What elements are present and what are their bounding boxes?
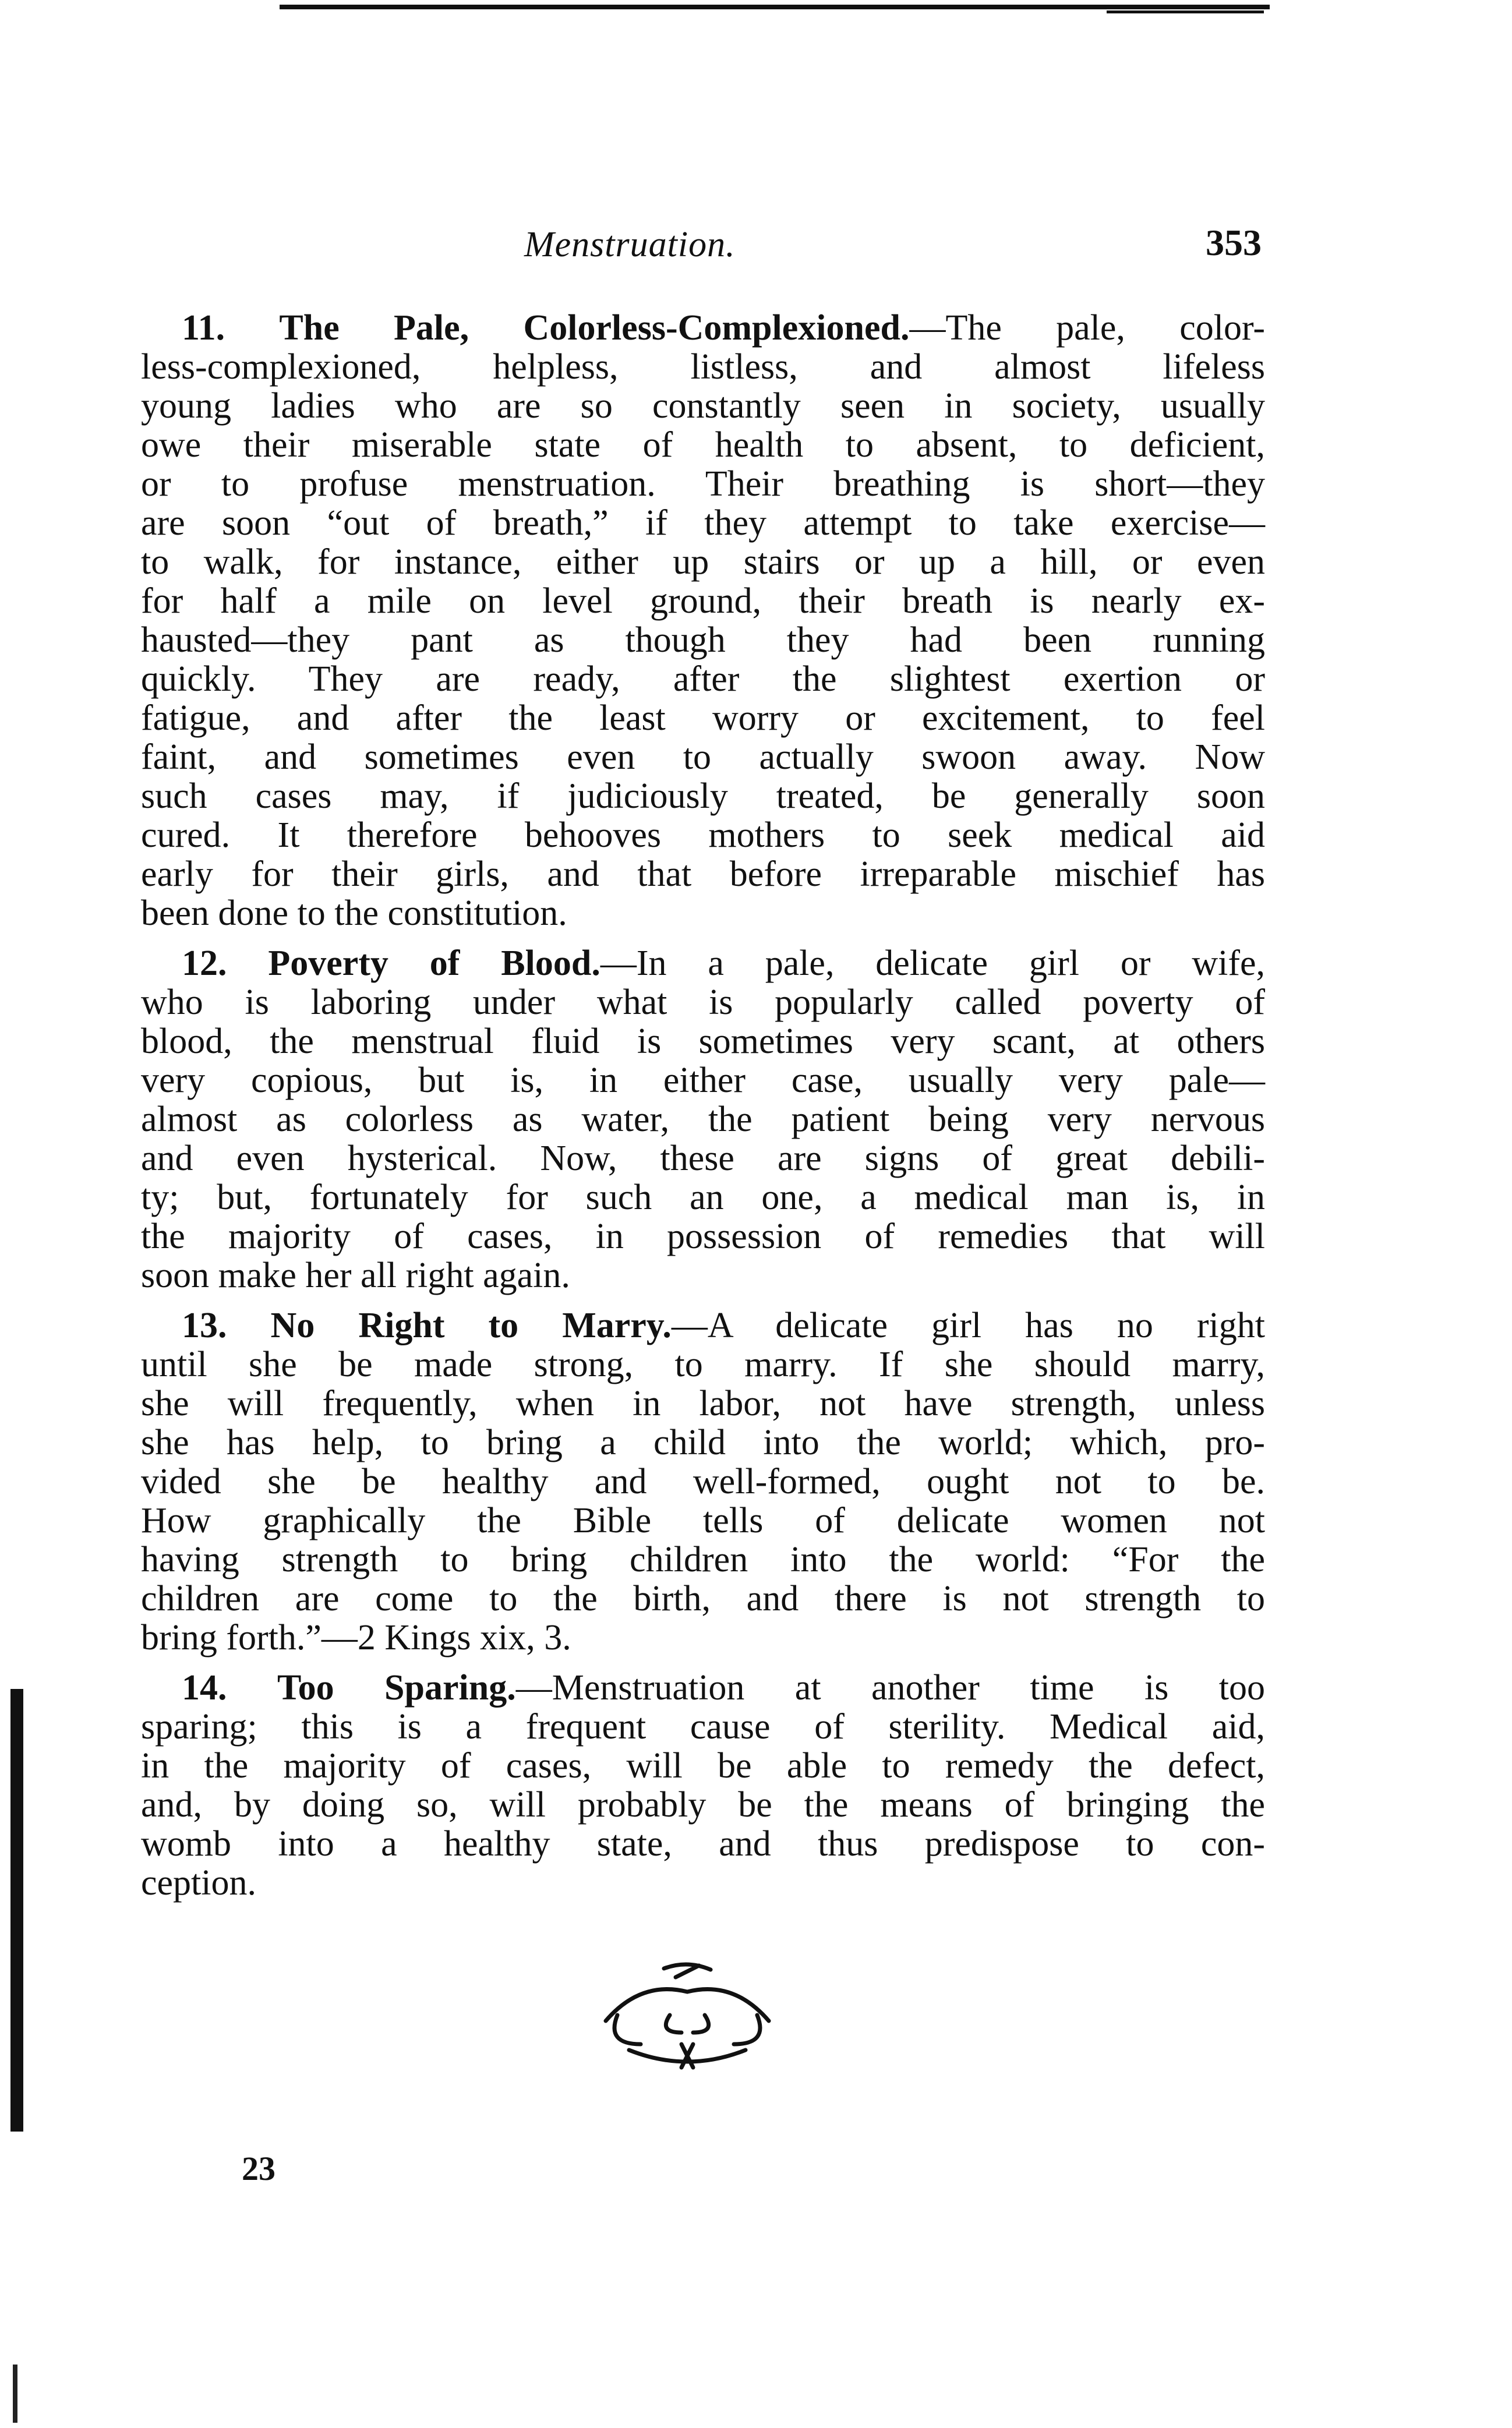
line-text: —In a pale, delicate girl or wife, — [600, 943, 1266, 983]
text-line: the majority of cases, in possession of remedies that will — [141, 1217, 1265, 1256]
text-line: vided she be healthy and well-formed, ought not to be. — [141, 1462, 1265, 1501]
text-line: she will frequently, when in labor, not have strength, unless — [141, 1384, 1265, 1423]
text-line: children are come to the birth, and there is not strength to — [141, 1579, 1265, 1618]
page-body — [141, 309, 1265, 1914]
text-line: having strength to bring children into the world: “For the — [141, 1540, 1265, 1579]
scan-edge-mark — [10, 1689, 23, 2132]
paragraph — [141, 944, 1265, 1295]
text-line: for half a mile on level ground, their breath is nearly ex- — [141, 581, 1265, 621]
paragraph-number: 13. — [182, 1306, 227, 1345]
text-line: blood, the menstrual fluid is sometimes very scant, at others — [141, 1022, 1265, 1061]
page-number: 353 — [1206, 222, 1262, 263]
running-head: Menstruation. — [524, 225, 736, 264]
paragraph-title: The Pale, Colorless-Complexioned. — [279, 308, 910, 348]
top-rule — [280, 5, 1270, 9]
text-line: almost as colorless as water, the patient being very nervous — [141, 1100, 1265, 1139]
line-text: —A delicate girl has no right — [671, 1306, 1266, 1345]
line-text: —The pale, color- — [909, 308, 1265, 348]
text-line: until she be made strong, to marry. If she should marry, — [141, 1345, 1265, 1384]
text-line: to walk, for instance, either up stairs or up a hill, or even — [141, 542, 1265, 582]
paragraph-title: Poverty of Blood. — [268, 943, 600, 983]
paragraph — [141, 1669, 1265, 1903]
text-line: or to profuse menstruation. Their breathing is short—they — [141, 464, 1265, 504]
text-line: she has help, to bring a child into the world; which, pro- — [141, 1423, 1265, 1462]
text-line: faint, and sometimes even to actually swoon away. Now — [141, 737, 1265, 777]
paragraph-title: No Right to Marry. — [270, 1306, 672, 1345]
top-rule-accent — [1107, 10, 1264, 13]
paragraph-first-line — [141, 944, 1265, 983]
text-line: and, by doing so, will probably be the means of bringing the — [141, 1785, 1265, 1825]
paragraph-first-line — [141, 309, 1265, 348]
signature-mark: 23 — [242, 2150, 275, 2187]
text-line: who is laboring under what is popularly called poverty of — [141, 982, 1265, 1022]
text-line: bring forth.”—2 Kings xix, 3. — [141, 1618, 571, 1657]
text-line: hausted—they pant as though they had been running — [141, 620, 1265, 660]
ornament-icon — [594, 1957, 780, 2073]
paragraph — [141, 309, 1265, 933]
paragraph-number: 11. — [182, 308, 225, 348]
paragraph-first-line — [141, 1306, 1265, 1345]
text-line: ception. — [141, 1863, 256, 1903]
text-line: owe their miserable state of health to absent, to deficient, — [141, 425, 1265, 465]
line-text: —Menstruation at another time is too — [515, 1668, 1266, 1708]
text-line: How graphically the Bible tells of delicate women not — [141, 1501, 1265, 1540]
text-line: sparing; this is a frequent cause of sterility. Medical aid, — [141, 1707, 1265, 1747]
paragraph-first-line — [141, 1669, 1265, 1708]
text-line: ty; but, fortunately for such an one, a medical man is, in — [141, 1178, 1265, 1217]
paragraph-number: 14. — [182, 1668, 227, 1708]
text-line: soon make her all right again. — [141, 1256, 570, 1295]
text-line: fatigue, and after the least worry or excitement, to feel — [141, 698, 1265, 738]
paragraph — [141, 1306, 1265, 1657]
text-line: and even hysterical. Now, these are signs of great debili- — [141, 1139, 1265, 1178]
text-line: been done to the constitution. — [141, 893, 567, 933]
text-line: are soon “out of breath,” if they attempt to take exercise— — [141, 503, 1265, 543]
scan-edge-mark-lower — [13, 2365, 17, 2423]
text-line: less-complexioned, helpless, listless, and almost lifeless — [141, 347, 1265, 387]
text-line: womb into a healthy state, and thus predispose to con- — [141, 1824, 1265, 1864]
text-line: such cases may, if judiciously treated, be generally soon — [141, 776, 1265, 816]
paragraph-number: 12. — [182, 943, 227, 983]
paragraph-title: Too Sparing. — [277, 1668, 516, 1708]
text-line: quickly. They are ready, after the slightest exertion or — [141, 659, 1265, 699]
text-line: very copious, but is, in either case, usually very pale— — [141, 1061, 1265, 1100]
text-line: early for their girls, and that before irreparable mischief has — [141, 854, 1265, 894]
text-line: cured. It therefore behooves mothers to seek medical aid — [141, 815, 1265, 855]
text-line: in the majority of cases, will be able to remedy the defect, — [141, 1746, 1265, 1786]
text-line: young ladies who are so constantly seen in society, usually — [141, 386, 1265, 426]
